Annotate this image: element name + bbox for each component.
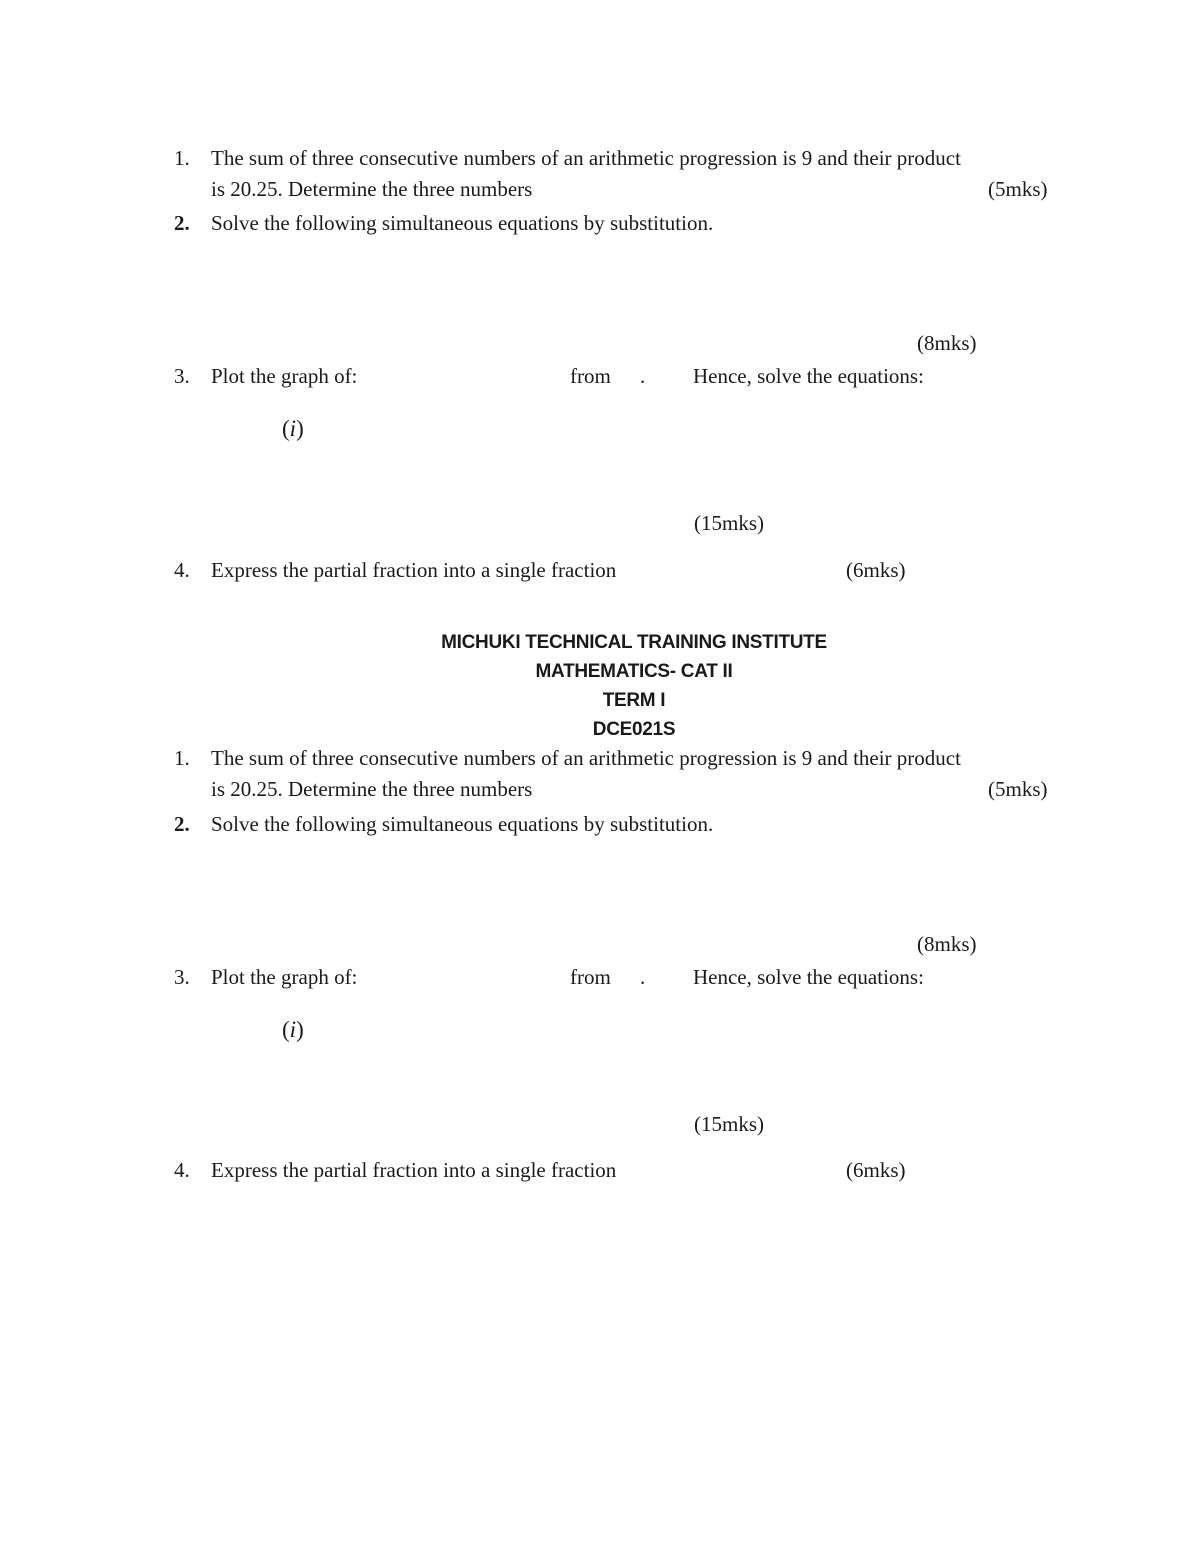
course-code: DCE021S [592,719,676,740]
question-3-from: from [570,364,611,388]
question-3-from: from [570,965,611,989]
question-2-marks: (8mks) [917,331,977,355]
question-3-dot: . [640,364,646,388]
question-3-number: 3. [174,364,190,388]
question-3-hence: Hence, solve the equations: [693,965,924,989]
question-4-number: 4. [174,1158,190,1182]
question-3-part-i: (i) [282,1017,304,1042]
question-1-text-line2: is 20.25. Determine the three numbers [211,177,533,201]
question-1-text-line1: The sum of three consecutive numbers of an arithmetic progression is 9 and their product [211,746,961,770]
question-2-text: Solve the following simultaneous equations by substitution. [211,211,714,235]
question-3-marks: (15mks) [694,1112,764,1136]
question-2-text: Solve the following simultaneous equations by substitution. [211,812,714,836]
question-4-number: 4. [174,558,190,582]
question-3-text: Plot the graph of: [211,364,358,388]
question-1-number: 1. [174,146,190,170]
question-4-text: Express the partial fraction into a single fraction [211,1158,617,1182]
question-2-number: 2. [174,812,190,836]
question-1-text-line2: is 20.25. Determine the three numbers [211,777,533,801]
question-3-marks: (15mks) [694,511,764,535]
question-2-marks: (8mks) [917,932,977,956]
question-1-marks: (5mks) [988,177,1048,201]
question-2-number: 2. [174,211,190,235]
question-3-part-i: (i) [282,416,304,441]
exam-term: TERM I [602,690,666,711]
question-3-text: Plot the graph of: [211,965,358,989]
question-3-dot: . [640,965,646,989]
question-1-number: 1. [174,746,190,770]
question-1-marks: (5mks) [988,777,1048,801]
exam-subject: MATHEMATICS- CAT II [535,661,733,682]
question-4-marks: (6mks) [846,1158,906,1182]
question-3-hence: Hence, solve the equations: [693,364,924,388]
question-1-text-line1: The sum of three consecutive numbers of an arithmetic progression is 9 and their product [211,146,961,170]
question-4-marks: (6mks) [846,558,906,582]
question-4-text: Express the partial fraction into a single fraction [211,558,617,582]
question-3-number: 3. [174,965,190,989]
institute-name: MICHUKI TECHNICAL TRAINING INSTITUTE [441,632,827,653]
